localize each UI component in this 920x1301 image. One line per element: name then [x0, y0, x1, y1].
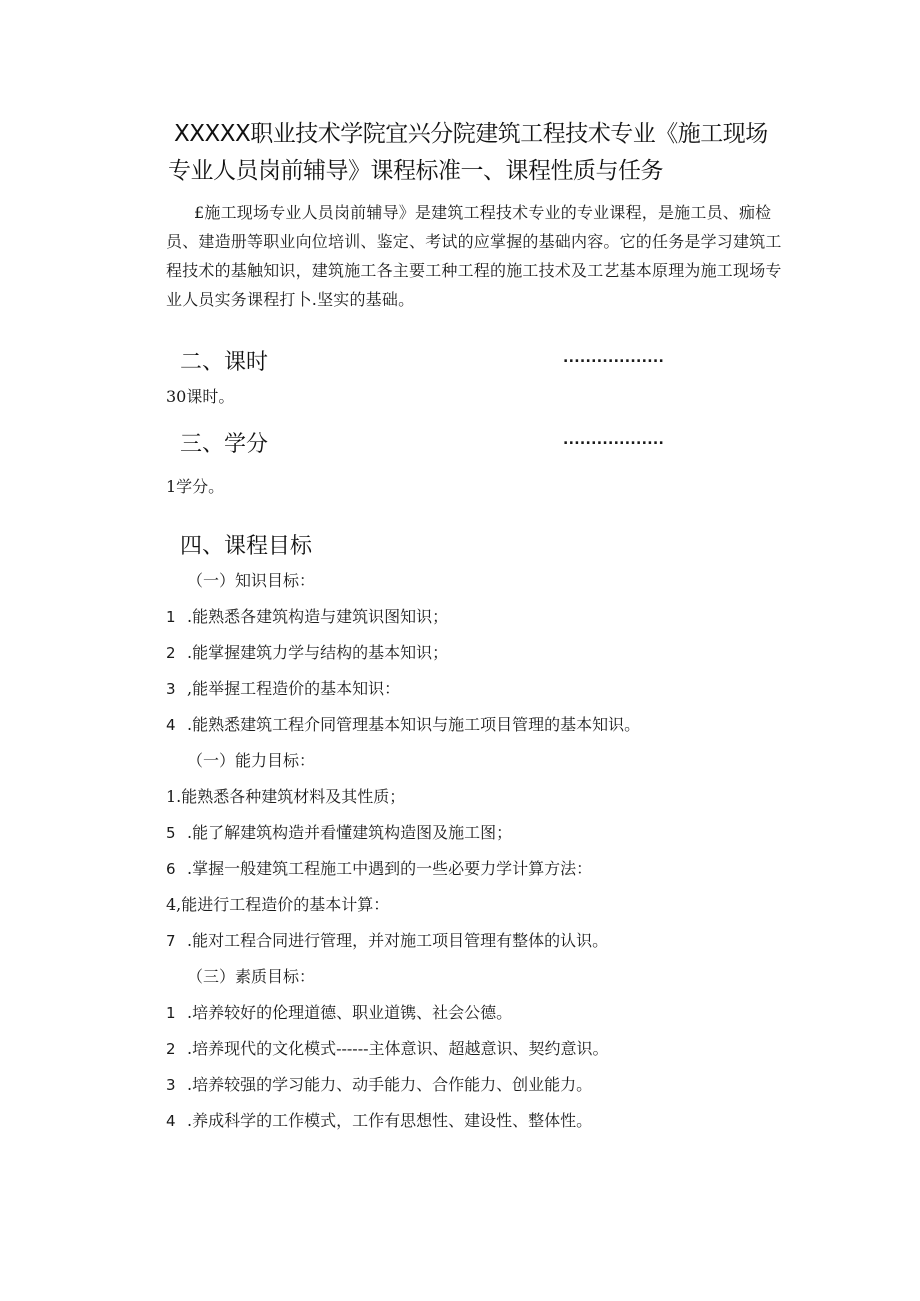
credits-leader-dots: ..................: [563, 432, 665, 448]
list-item: [166, 714, 640, 736]
list-item-text: .能熟悉建筑工程介同管理基本知识与施工项目管理的基本知识。: [187, 715, 641, 734]
course-nature-paragraph: £施工现场专业人员岗前辅导》是建筑工程技术专业的专业课程，是施工员、痂检员、建造册等职业向位培训、鉴定、考试的应掌握的基础内容。它的任务是学习建筑工程技术的基触知识，建筑施工各主要工种工程的施工技术及工艺基本原理为施工现场专业人员实务课程打卜.坚实的基础。: [166, 203, 782, 309]
hours-leader-dots: ..................: [563, 350, 665, 366]
list-item: [166, 678, 400, 700]
list-item-number: 6: [166, 860, 176, 878]
list-item-number: 2: [166, 644, 176, 662]
list-item-number: 1: [166, 1004, 176, 1022]
list-item: [166, 1074, 592, 1096]
list-item-text: .能熟悉各建筑构造与建筑识图知识；: [187, 607, 449, 626]
ability-goals-heading: （一）能力目标：: [187, 751, 316, 770]
list-item-text: ,能举握工程造价的基本知识：: [187, 679, 401, 698]
credits-text: 1学分。: [166, 477, 225, 496]
document-title-line-2: 专业人员岗前辅导》课程标准一、课程性质与任务: [168, 158, 663, 184]
list-item-number: 2: [166, 1040, 176, 1058]
list-item-text: .养成科学的工作模式，工作有思想性、建设性、整体性。: [187, 1111, 593, 1130]
document-title-line-1: XXXXX职业技术学院宜兴分院建筑工程技术专业《施工现场: [174, 121, 768, 147]
knowledge-goals-heading: （一）知识目标：: [187, 571, 316, 590]
list-item: [166, 894, 389, 916]
list-item-text: .掌握一般建筑工程施工中遇到的一些必要力学计算方法：: [187, 859, 593, 878]
hours-text: 30课时。: [166, 387, 235, 406]
list-item-text: .能了解建筑构造并看懂建筑构造图及施工图；: [187, 823, 513, 842]
list-item-number: 3: [166, 680, 176, 698]
list-item: [166, 786, 405, 808]
list-item: [166, 1002, 512, 1024]
list-item-text: .培养较强的学习能力、动手能力、合作能力、创业能力。: [187, 1075, 593, 1094]
list-item: [166, 858, 592, 880]
goals-heading: 四、课程目标: [180, 534, 313, 559]
list-item: [166, 606, 448, 628]
list-item-number: 3: [166, 1076, 176, 1094]
credits-heading: 三、学分: [180, 432, 269, 457]
list-item-number: 4: [166, 1112, 176, 1130]
list-item-text: .培养现代的文化模式------主体意识、超越意识、契约意识。: [187, 1039, 609, 1058]
list-item: [166, 822, 512, 844]
list-item-number: 5: [166, 824, 176, 842]
list-item: [166, 930, 608, 952]
list-item: [166, 1110, 592, 1132]
list-item-text: .培养较好的伦理道德、职业道镌、社会公德。: [187, 1003, 513, 1022]
list-item-text: .能掌握建筑力学与结构的基本知识；: [187, 643, 449, 662]
list-item-number: 1: [166, 608, 176, 626]
hours-heading: 二、课时: [180, 350, 269, 375]
list-item-text: .能对工程合同进行管理，并对施工项目管理有整体的认识。: [187, 931, 609, 950]
quality-goals-heading: （三）素质目标：: [187, 967, 316, 986]
list-item-number: 7: [166, 932, 176, 950]
list-item-number: 4: [166, 716, 176, 734]
list-item-text: 4,能进行工程造价的基本计算：: [166, 895, 390, 914]
list-item-text: 1.能熟悉各种建筑材料及其性质；: [166, 787, 406, 806]
list-item: [166, 642, 448, 664]
list-item: [166, 1038, 609, 1060]
